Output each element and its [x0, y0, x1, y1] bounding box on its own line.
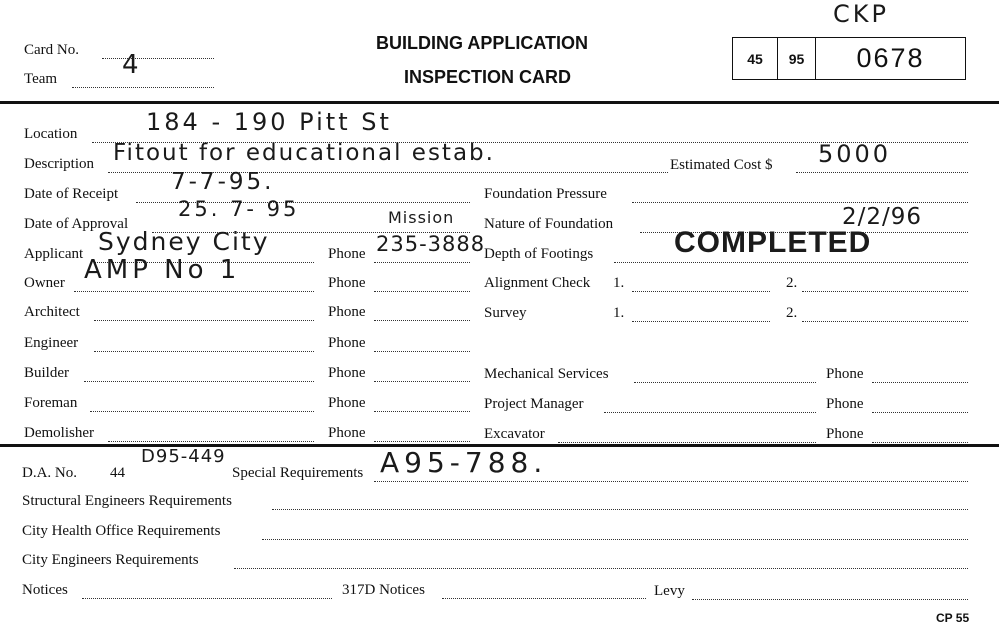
alignment-check-label: Alignment Check: [484, 275, 591, 291]
mechanical-services-label: Mechanical Services: [484, 366, 609, 382]
builder-label: Builder: [24, 365, 69, 381]
date-of-receipt-label: Date of Receipt: [24, 186, 119, 202]
mechanical-phone-label: Phone: [826, 366, 864, 382]
notices-317d-field[interactable]: [442, 584, 646, 599]
demolisher-label: Demolisher: [24, 425, 94, 441]
number-box-a: 45: [733, 38, 778, 79]
levy-field[interactable]: [692, 585, 968, 600]
corner-note: CKP: [833, 0, 889, 28]
card-no-field[interactable]: [102, 44, 214, 59]
notices-317d-label: 317D Notices: [342, 582, 425, 598]
approval-note: Mission: [388, 208, 455, 227]
demolisher-field[interactable]: [108, 427, 314, 442]
number-box-b: 95: [778, 38, 816, 79]
foreman-phone-label: Phone: [328, 395, 366, 411]
foundation-pressure-field[interactable]: [632, 188, 968, 203]
survey-2-field[interactable]: [802, 307, 968, 322]
excavator-label: Excavator: [484, 426, 545, 442]
project-manager-phone-label: Phone: [826, 396, 864, 412]
excavator-phone-label: Phone: [826, 426, 864, 442]
description-value: Fitout for educational estab.: [113, 140, 495, 166]
project-manager-label: Project Manager: [484, 396, 584, 412]
special-requirements-label: Special Requirements: [232, 465, 364, 481]
builder-phone-field[interactable]: [374, 367, 470, 382]
estimated-cost-value: 5000: [818, 140, 892, 168]
architect-phone-field[interactable]: [374, 306, 470, 321]
number-box-main: 0678: [856, 43, 925, 73]
alignment-check-1-field[interactable]: [632, 277, 770, 292]
nature-date-value: 2/2/96: [842, 204, 923, 230]
form-code: CP 55: [936, 611, 970, 625]
date-of-approval-value: 25. 7- 95: [178, 197, 300, 221]
project-manager-phone-field[interactable]: [872, 398, 968, 413]
form-title-line2: INSPECTION CARD: [404, 67, 572, 87]
form-title-line1: BUILDING APPLICATION: [376, 33, 588, 53]
special-requirements-value: A95-788.: [380, 446, 548, 479]
team-field[interactable]: [72, 73, 214, 88]
city-engineers-field[interactable]: [234, 554, 968, 569]
foreman-label: Foreman: [24, 395, 78, 411]
applicant-phone-value: 235-3888: [376, 232, 486, 256]
date-of-receipt-value: 7-7-95.: [171, 169, 275, 195]
team-value: 4: [122, 50, 142, 80]
applicant-phone-label: Phone: [328, 246, 366, 262]
structural-field[interactable]: [272, 495, 968, 510]
notices-field[interactable]: [82, 584, 332, 599]
builder-field[interactable]: [84, 367, 314, 382]
builder-phone-label: Phone: [328, 365, 366, 381]
mechanical-services-field[interactable]: [634, 368, 816, 383]
project-manager-field[interactable]: [604, 398, 816, 413]
owner-value: AMP No 1: [84, 255, 241, 285]
mechanical-phone-field[interactable]: [872, 368, 968, 383]
card-no-label: Card No.: [24, 42, 79, 58]
foundation-pressure-label: Foundation Pressure: [484, 186, 607, 202]
applicant-label: Applicant: [24, 246, 84, 262]
alignment-check-2-label: 2.: [786, 275, 798, 291]
team-label: Team: [24, 71, 58, 87]
engineer-phone-label: Phone: [328, 335, 366, 351]
alignment-check-2-field[interactable]: [802, 277, 968, 292]
architect-field[interactable]: [94, 306, 314, 321]
da-prefix: 44: [110, 465, 125, 481]
engineer-label: Engineer: [24, 335, 79, 351]
architect-label: Architect: [24, 304, 80, 320]
completed-stamp: COMPLETED: [674, 226, 872, 259]
city-health-field[interactable]: [262, 525, 968, 540]
location-value: 184 - 190 Pitt St: [146, 108, 392, 136]
nature-of-foundation-label: Nature of Foundation: [484, 216, 614, 232]
structural-label: Structural Engineers Requirements: [22, 493, 232, 509]
date-of-approval-label: Date of Approval: [24, 216, 129, 232]
top-divider: [0, 101, 999, 104]
city-engineers-label: City Engineers Requirements: [22, 552, 199, 568]
da-value: D95-449: [141, 446, 226, 467]
applicant-value: Sydney City: [98, 227, 270, 256]
demolisher-phone-field[interactable]: [374, 427, 470, 442]
city-health-label: City Health Office Requirements: [22, 523, 221, 539]
demolisher-phone-label: Phone: [328, 425, 366, 441]
survey-label: Survey: [484, 305, 527, 321]
estimated-cost-label: Estimated Cost $: [670, 157, 773, 173]
excavator-phone-field[interactable]: [872, 428, 968, 443]
foreman-field[interactable]: [90, 397, 314, 412]
alignment-check-1-label: 1.: [613, 275, 625, 291]
engineer-phone-field[interactable]: [374, 337, 470, 352]
description-label: Description: [24, 156, 94, 172]
survey-1-field[interactable]: [632, 307, 770, 322]
owner-label: Owner: [24, 275, 65, 291]
engineer-field[interactable]: [94, 337, 314, 352]
owner-phone-field[interactable]: [374, 277, 470, 292]
notices-label: Notices: [22, 582, 68, 598]
application-number-box: [732, 37, 966, 80]
location-label: Location: [24, 126, 78, 142]
da-no-label: D.A. No.: [22, 465, 77, 481]
survey-1-label: 1.: [613, 305, 625, 321]
depth-of-footings-label: Depth of Footings: [484, 246, 594, 262]
architect-phone-label: Phone: [328, 304, 366, 320]
levy-label: Levy: [654, 583, 685, 599]
survey-2-label: 2.: [786, 305, 798, 321]
owner-phone-label: Phone: [328, 275, 366, 291]
foreman-phone-field[interactable]: [374, 397, 470, 412]
excavator-field[interactable]: [558, 428, 816, 443]
